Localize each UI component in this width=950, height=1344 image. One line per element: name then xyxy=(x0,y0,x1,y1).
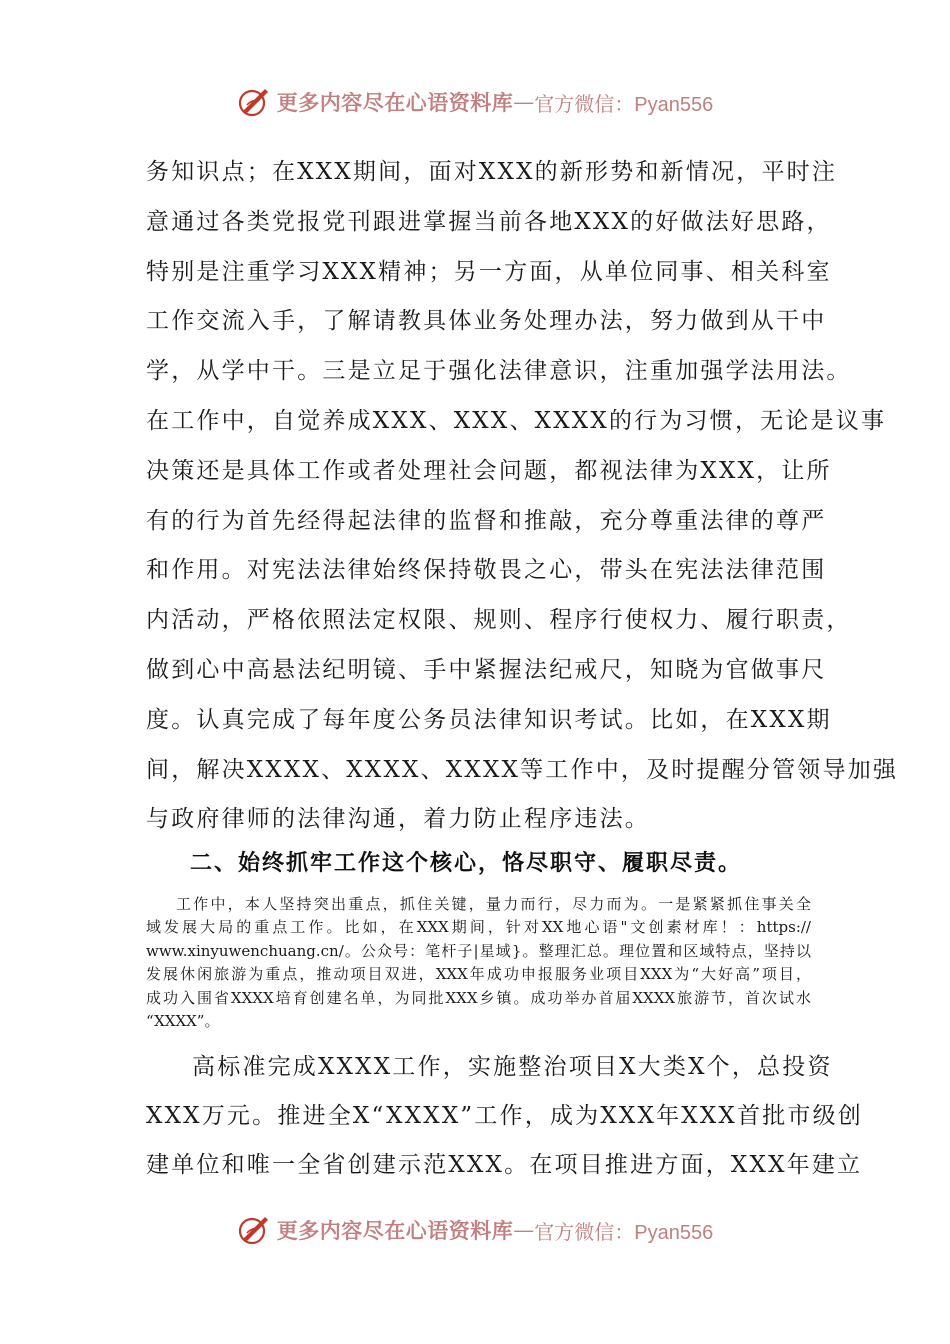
text-line: 有的行为首先经得起法律的监督和推敲，充分尊重法律的尊严 xyxy=(146,507,827,534)
text-line: 做到心中高悬法纪明镜、手中紧握法纪戒尺，知晓为官做事尺 xyxy=(146,656,827,683)
text-line: 特别是注重学习XXX精神；另一方面，从单位同事、相关科室 xyxy=(146,258,832,285)
text-line: www.xinyuwenchuang.cn/。公众号：笔杆子|星域}。整理汇总。理位置和区域特点，坚持以 xyxy=(146,941,811,960)
watermark-separator: — xyxy=(513,1218,535,1242)
text-line: 成功入围省XXXX培育创建名单，为同批XXX乡镇。成功举办首届XXXX旅游节，首次试水 xyxy=(146,988,811,1007)
section-heading: 二、始终抓牢工作这个核心，恪尽职守、履职尽责。 xyxy=(190,850,743,876)
watermark-brand: 更多内容尽在心语资料库 xyxy=(276,1218,514,1243)
pen-logo-icon xyxy=(237,1213,271,1247)
text-line: 发展休闲旅游为重点，推动项目双进，XXX年成功申报服务业项目XXX为“大好高”项目， xyxy=(146,965,811,984)
text-line: “XXXX”。 xyxy=(146,1011,220,1030)
small-paragraph xyxy=(146,893,811,1033)
text-line: 内活动，严格依照法定权限、规则、程序行使权力、履行职责， xyxy=(146,607,852,634)
paragraph-1 xyxy=(146,148,899,845)
text-line: XXX万元。推进全X“XXXX”工作，成为XXX年XXX首批市级创 xyxy=(146,1102,863,1129)
text-line: 在工作中，自觉养成XXX、XXX、XXXX的行为习惯，无论是议事 xyxy=(146,407,887,434)
text-line: 工作中，本人坚持突出重点，抓住关键，量力而行，尽力而为。一是紧紧抓住事关全 xyxy=(176,895,811,913)
watermark-brand: 更多内容尽在心语资料库 xyxy=(276,90,514,115)
header-watermark xyxy=(0,80,950,124)
text-line: 意通过各类党报党刊跟进掌握当前各地XXX的好做法好思路， xyxy=(146,208,832,235)
text-line: 学，从学中干。三是立足于强化法律意识，注重加强学法用法。 xyxy=(146,358,852,385)
text-line: 决策还是具体工作或者处理社会问题，都视法律为XXX，让所 xyxy=(146,457,832,484)
text-line: 和作用。对宪法法律始终保持敬畏之心，带头在宪法法律范围 xyxy=(146,557,827,584)
watermark-separator: — xyxy=(513,90,535,114)
text-line: 度。认真完成了每年度公务员法律知识考试。比如，在XXX期 xyxy=(146,706,832,733)
text-line: 务知识点；在XXX期间，面对XXX的新形势和新情况，平时注 xyxy=(146,159,838,185)
footer-watermark xyxy=(0,1208,950,1252)
text-line: 工作交流入手，了解请教具体业务处理办法，努力做到从干中 xyxy=(146,308,827,335)
text-line: 建单位和唯一全省创建示范XXX。在项目推进方面，XXX年建立 xyxy=(146,1151,863,1178)
watermark-wechat: 官方微信：Pyan556 xyxy=(534,93,714,116)
text-line: 域发展大局的重点工作。比如，在XXX期间，针对XX地心语"文创素材库！：https:// xyxy=(146,918,811,937)
paragraph-2 xyxy=(146,1043,863,1189)
watermark-wechat: 官方微信：Pyan556 xyxy=(534,1221,714,1244)
text-line: 高标准完成XXXX工作，实施整治项目X大类X个，总投资 xyxy=(192,1054,833,1080)
text-line: 间，解决XXXX、XXXX、XXXX等工作中，及时提醒分管领导加强 xyxy=(146,756,899,783)
text-line: 与政府律师的法律沟通，着力防止程序违法。 xyxy=(146,806,650,833)
pen-logo-icon xyxy=(237,85,271,119)
